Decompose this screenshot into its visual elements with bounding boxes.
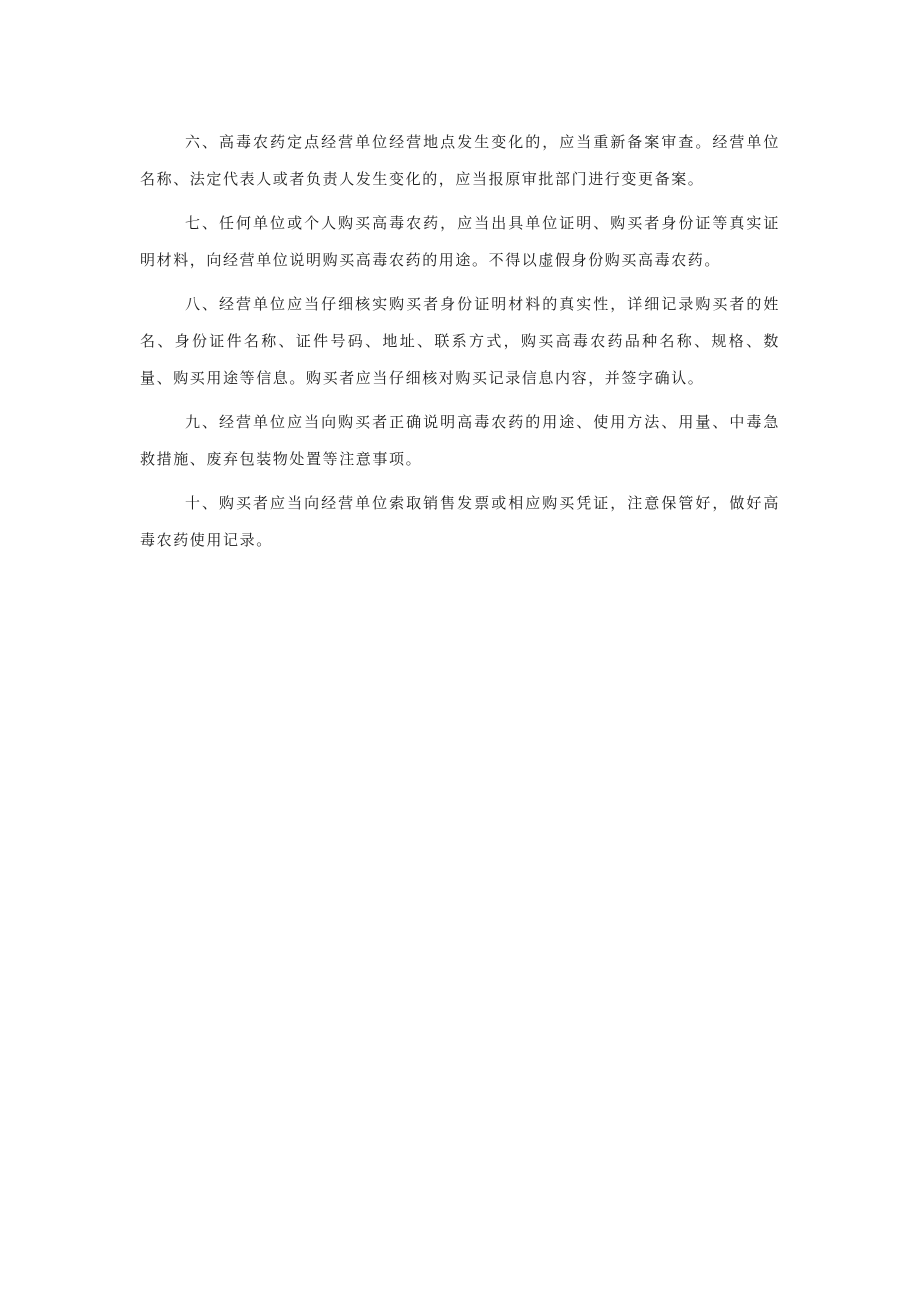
paragraph-7: 七、任何单位或个人购买高毒农药，应当出具单位证明、购买者身份证等真实证明材料，向经营单位说明购买高毒农药的用途。不得以虚假身份购买高毒农药。 [140,214,780,269]
paragraph-10: 十、购买者应当向经营单位索取销售发票或相应购买凭证，注意保管好，做好高毒农药使用记录。 [140,494,780,549]
paragraph-8: 八、经营单位应当仔细核实购买者身份证明材料的真实性，详细记录购买者的姓名、身份证件名称、证件号码、地址、联系方式，购买高毒农药品种名称、规格、数量、购买用途等信息。购买者应当仔细核对购买记录信息内容，并签字确认。 [140,295,780,387]
paragraph-6: 六、高毒农药定点经营单位经营地点发生变化的，应当重新备案审查。经营单位名称、法定代表人或者负责人发生变化的，应当报原审批部门进行变更备案。 [140,133,780,188]
paragraph-9: 九、经营单位应当向购买者正确说明高毒农药的用途、使用方法、用量、中毒急救措施、废弃包装物处置等注意事项。 [140,413,780,468]
document-body [140,124,780,566]
